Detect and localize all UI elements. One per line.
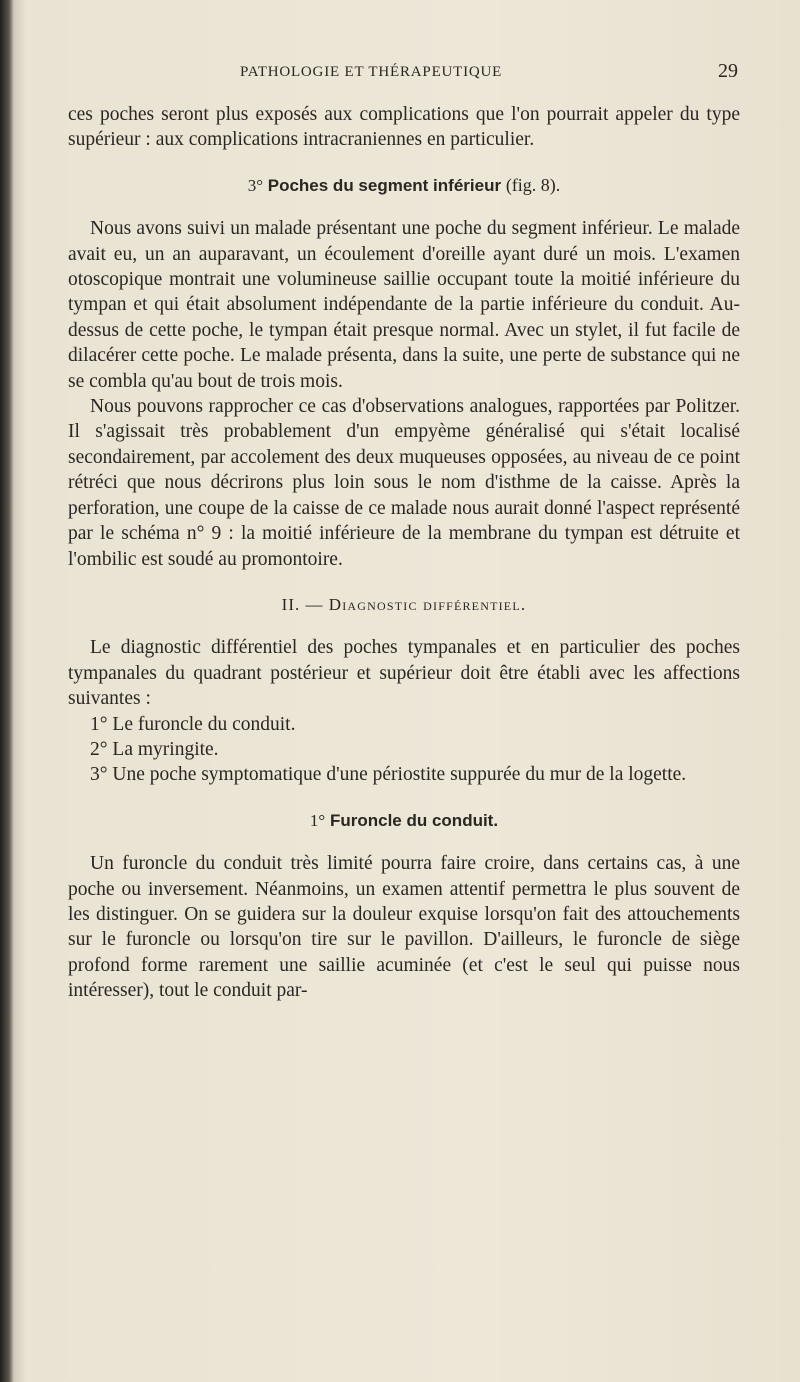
- paragraph-3: Nous pouvons rapprocher ce cas d'observations analogues, rapportées par Politzer. Il s'agissait très probablement d'un empyème généralisé qui s'était localisé secondairement, par accolement des deux muqueuses opposées, au niveau de ce point rétréci que nous décrirons plus loin sous le nom d'isthme de la caisse. Après la perforation, une coupe de la caisse de ce malade nous aurait donné l'aspect représenté par le schéma n° 9 : la moitié inférieure de la membrane du tympan est détruite et l'ombilic est soudé au promontoire.: [68, 396, 740, 570]
- running-title: PATHOLOGIE ET THÉRAPEUTIQUE: [240, 64, 503, 80]
- page-header: [70, 62, 738, 86]
- binding-shadow: [0, 0, 14, 1382]
- paragraph-1: ces poches seront plus exposés aux complications que l'on pourrait appeler du type supérieur : aux complications intracraniennes en particulier.: [68, 104, 740, 151]
- heading-title: Furoncle du conduit.: [329, 810, 499, 830]
- heading-number: 1°: [309, 810, 326, 830]
- subsection-heading-1: [68, 808, 740, 833]
- page-number: 29: [718, 60, 738, 82]
- subsection-heading-3: [68, 173, 740, 198]
- paragraph-5: Un furoncle du conduit très limité pourra faire croire, dans certains cas, à une poche ou inversement. Néanmoins, un examen attentif permettra le plus souvent de les distinguer. On se guidera sur la douleur exquise lorsqu'on fait des attouchements sur le furoncle ou lorsqu'on tire sur le pavillon. D'ailleurs, le furoncle de siège profond forme rarement une saillie acuminée (et c'est le seul qui puisse nous intéresser), tout le conduit par-: [68, 853, 740, 1002]
- section-heading: [68, 592, 740, 617]
- section-number: II. —: [281, 594, 324, 614]
- section-title: Diagnostic différentiel.: [328, 594, 527, 614]
- body-text: [68, 102, 740, 1004]
- heading-title: Poches du segment inférieur: [267, 175, 502, 195]
- paragraph-4: Le diagnostic différentiel des poches tympanales et en particulier des poches tympanales du quadrant postérieur et supérieur doit être établi avec les affections suivantes :: [68, 637, 740, 710]
- figure-reference: (fig. 8).: [505, 174, 561, 195]
- paragraph-2: Nous avons suivi un malade présentant une poche du segment inférieur. Le malade avait eu, un an auparavant, un écoulement d'oreille ayant duré un mois. L'examen otoscopique montrait une volumineuse saillie occupant toute la moitié inférieure du tympan et qui était absolument indépendante de la partie inférieure du conduit. Au-dessus de cette poche, le tympan était presque normal. Avec un stylet, il fut facile de dilacérer cette poche. Le malade présenta, dans la suite, une perte de substance qui ne se combla qu'au bout de trois mois.: [68, 218, 740, 392]
- list-item: 1° Le furoncle du conduit.: [90, 713, 296, 735]
- list-item: 2° La myringite.: [90, 738, 219, 760]
- heading-number: 3°: [247, 175, 263, 195]
- list-item: 3° Une poche symptomatique d'une périostite suppurée du mur de la logette.: [90, 764, 687, 786]
